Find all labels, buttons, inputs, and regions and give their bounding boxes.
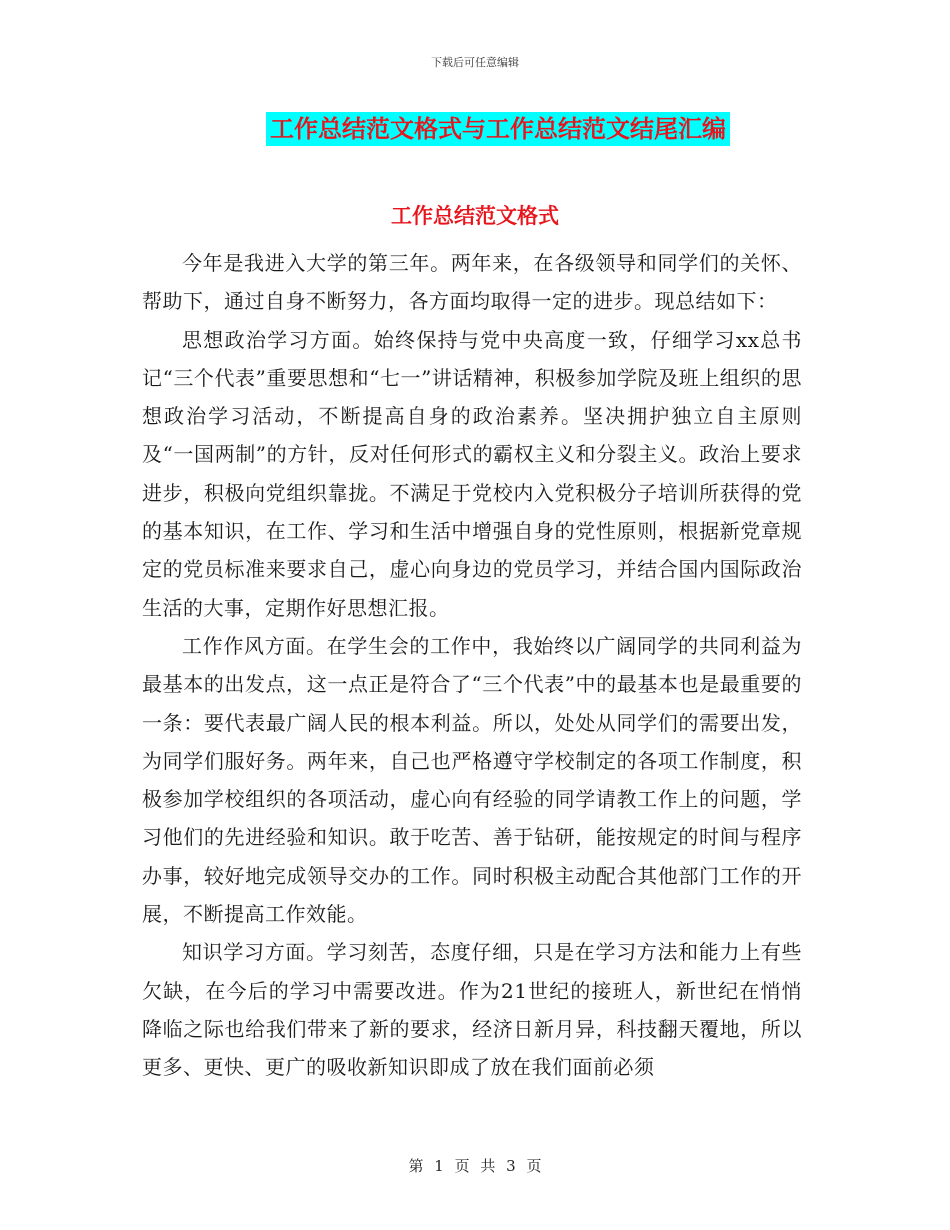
page-footer: 第 1 页 共 3 页 [408, 1157, 542, 1175]
paragraph: 今年是我进入大学的第三年。两年来，在各级领导和同学们的关怀、帮助下，通过自身不断努力，各方面均取得一定的进步。现总结如下： [142, 251, 802, 314]
paragraph: 工作作风方面。在学生会的工作中，我始终以广阔同学的共同利益为最基本的出发点，这一点正是符合了“三个代表”中的最基本也是最重要的一条：要代表最广阔人民的根本利益。所以，处处从同学们的需要出发，为同学们服好务。两年来，自己也严格遵守学校制定的各项工作制度，积极参加学校组织的各项活动，虚心向有经验的同学请教工作上的问题，学习他们的先进经验和知识。敢于吃苦、善于钻研，能按规定的时间与程序办事，较好地完成领导交办的工作。同时积极主动配合其他部门工作的开展，不断提高工作效能。 [142, 633, 802, 927]
document-body [142, 244, 802, 1087]
document-title: 工作总结范文格式与工作总结范文结尾汇编 [266, 112, 730, 146]
section-title: 工作总结范文格式 [391, 204, 559, 228]
document-title-container [0, 112, 950, 146]
header-note: 下载后可任意编辑 [431, 56, 519, 69]
paragraph: 知识学习方面。学习刻苦，态度仔细，只是在学习方法和能力上有些欠缺，在今后的学习中需要改进。作为21世纪的接班人，新世纪在悄悄降临之际也给我们带来了新的要求，经济日新月异，科技翻天覆地，所以更多、更快、更广的吸收新知识即成了放在我们面前必须 [142, 940, 802, 1080]
paragraph: 思想政治学习方面。始终保持与党中央高度一致，仔细学习xx总书记“三个代表”重要思想和“七一”讲话精神，积极参加学院及班上组织的思想政治学习活动，不断提高自身的政治素养。坚决拥护独立自主原则及“一国两制”的方针，反对任何形式的霸权主义和分裂主义。政治上要求进步，积极向党组织靠拢。不满足于党校内入党积极分子培训所获得的党的基本知识，在工作、学习和生活中增强自身的党性原则，根据新党章规定的党员标准来要求自己，虚心向身边的党员学习，并结合国内国际政治生活的大事，定期作好思想汇报。 [142, 327, 802, 620]
